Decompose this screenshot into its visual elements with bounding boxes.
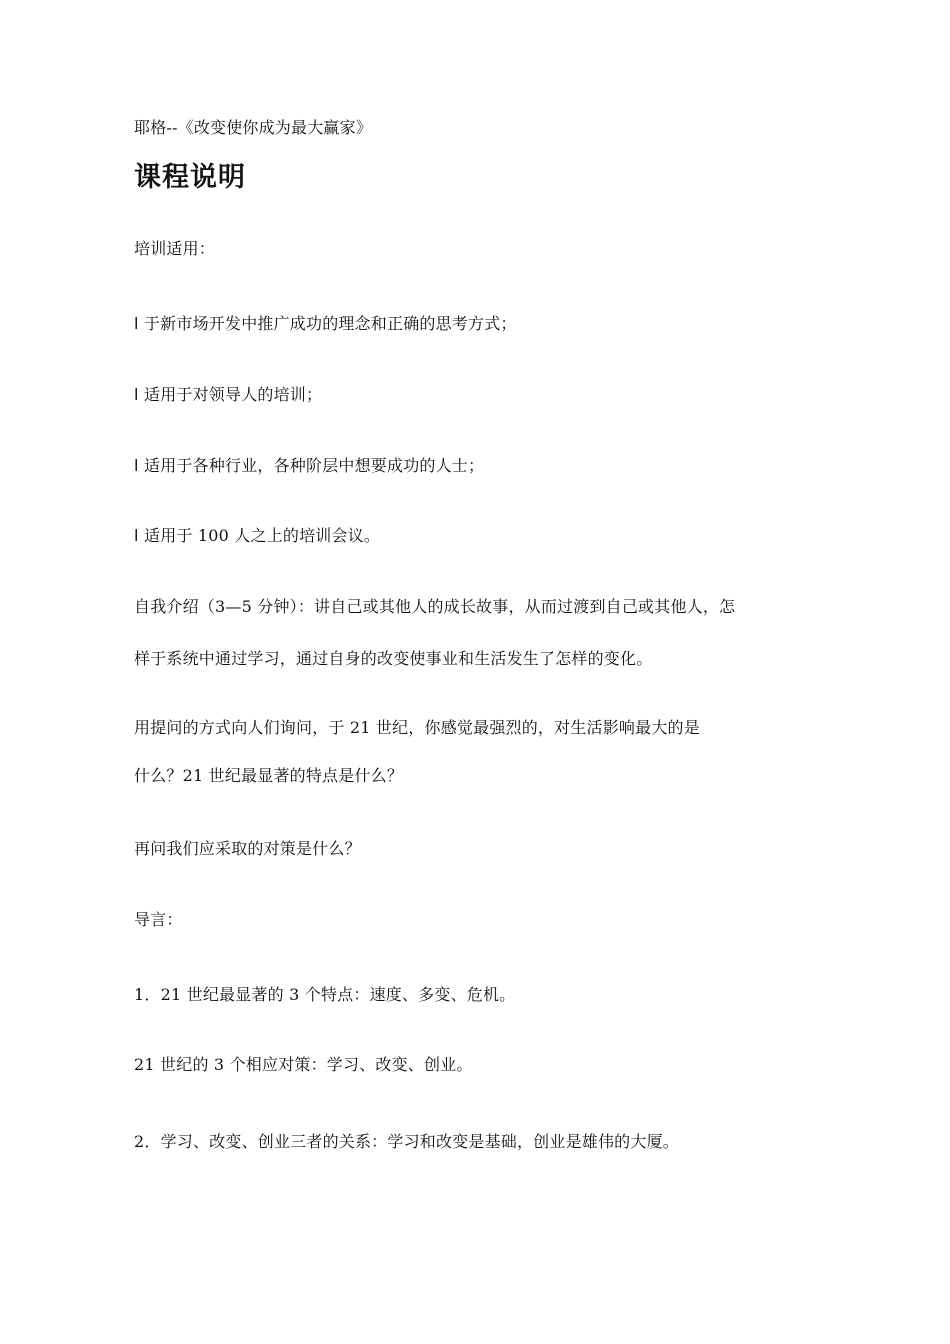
intro-paragraph-line-2: 样于系统中通过学习，通过自身的改变使事业和生活发生了怎样的变化。 [134,649,653,668]
guide-label: 导言： [134,910,183,929]
countermeasure-question: 再问我们应采取的对策是什么？ [134,839,361,858]
question-paragraph-line-1: 用提问的方式向人们询问，于 21 世纪，你感觉最强烈的，对生活影响最大的是 [134,718,700,737]
bullet-item [134,384,322,406]
bullet-text: 于新市场开发中推广成功的理念和正确的思考方式； [144,314,517,333]
bullet-item [134,525,380,547]
bullet-marker: l [134,385,139,404]
section-heading: 课程说明 [134,162,246,193]
bullet-text: 适用于各种行业，各种阶层中想要成功的人士； [144,456,485,475]
question-paragraph-line-2: 什么？21 世纪最显著的特点是什么？ [134,766,404,785]
intro-paragraph-line-1: 自我介绍（3—5 分钟）：讲自己或其他人的成长故事，从而过渡到自己或其他人，怎 [134,597,736,616]
point-1: 1．21 世纪最显著的 3 个特点：速度、多变、危机。 [134,985,516,1004]
document-title-line: 耶格--《改变使你成为最大赢家》 [134,118,373,137]
point-2: 2．学习、改变、创业三者的关系：学习和改变是基础，创业是雄伟的大厦。 [134,1132,679,1151]
bullet-marker: l [134,314,139,333]
bullet-marker: l [134,456,139,475]
training-applicability-label: 培训适用： [134,239,216,258]
bullet-text: 适用于 100 人之上的培训会议。 [144,526,381,545]
bullet-text: 适用于对领导人的培训； [144,385,323,404]
bullet-item [134,313,517,335]
bullet-marker: l [134,526,139,545]
bullet-item [134,455,484,477]
point-1-countermeasures: 21 世纪的 3 个相应对策：学习、改变、创业。 [134,1055,473,1074]
